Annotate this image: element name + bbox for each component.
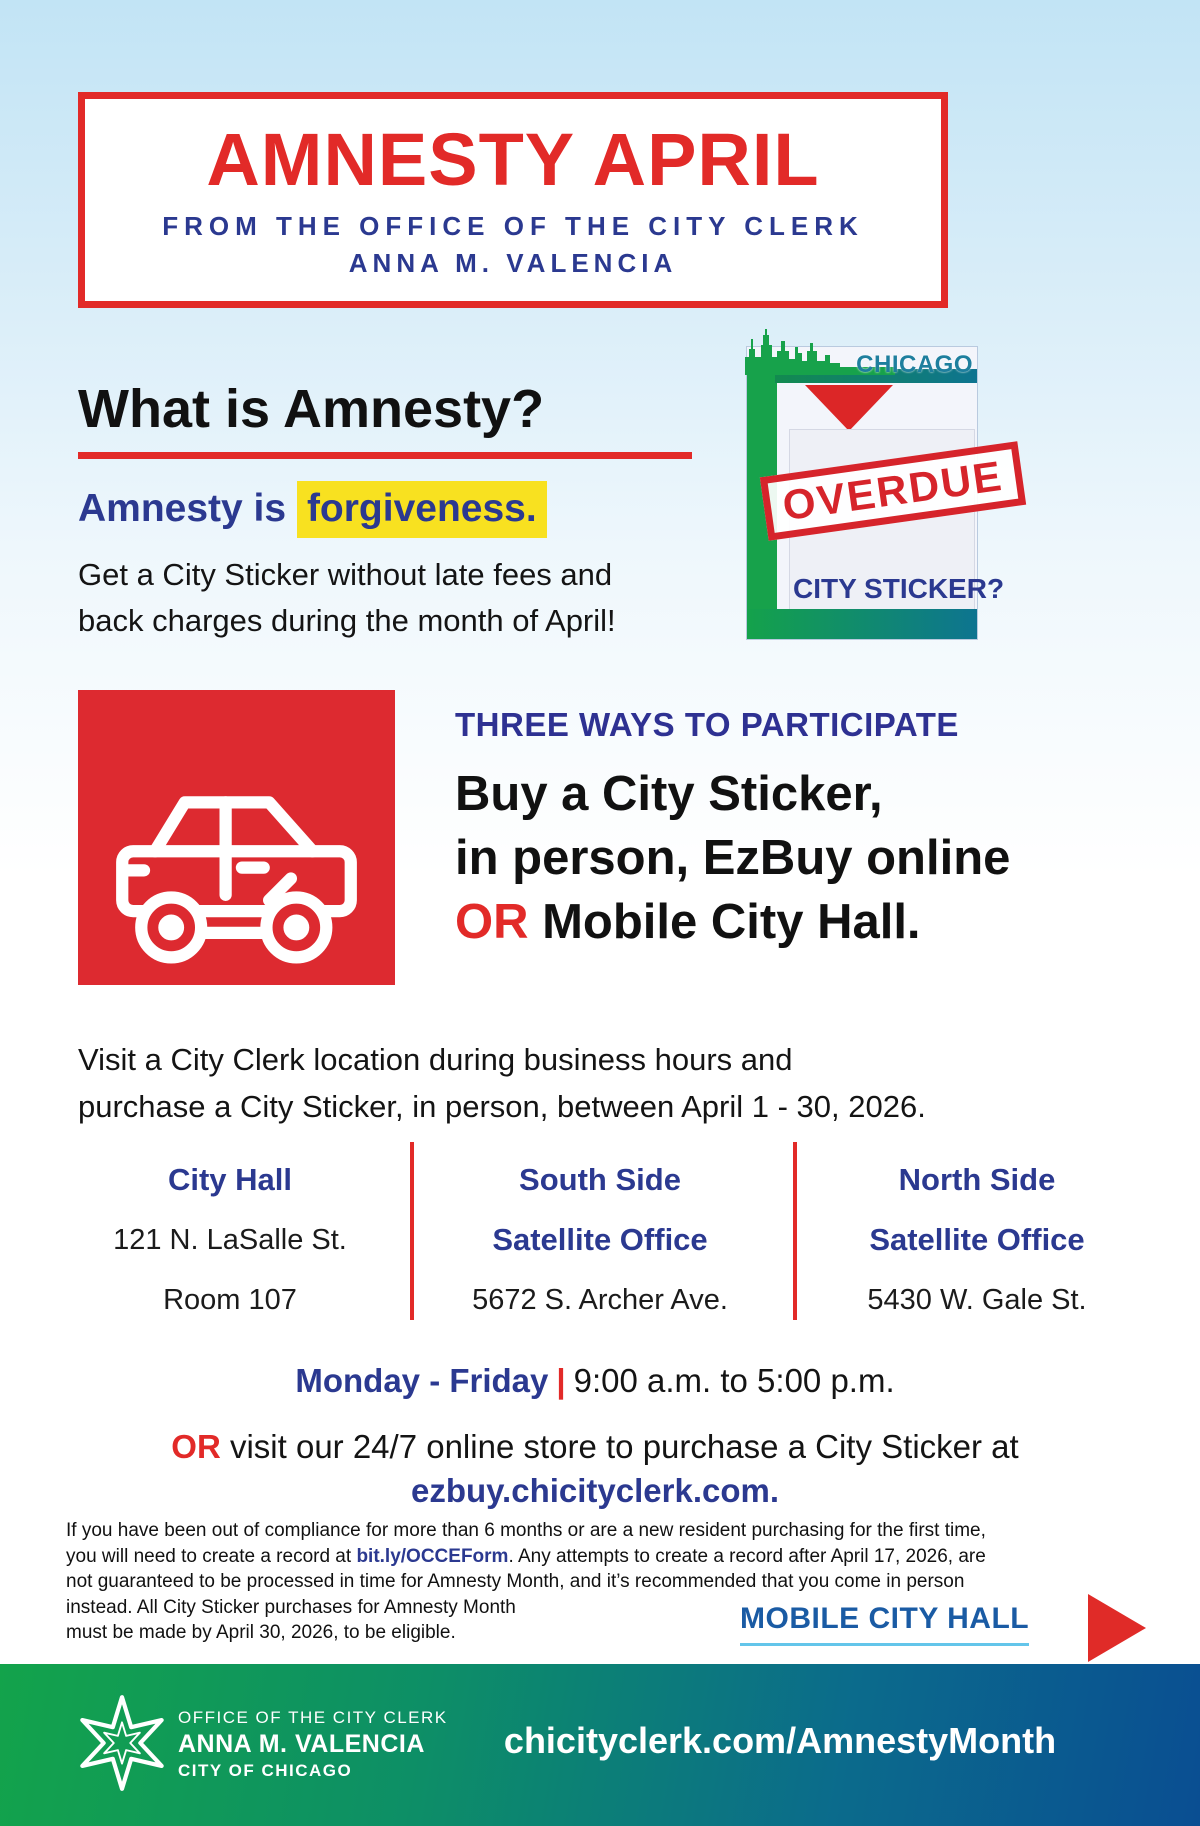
location-title-2: Satellite Office	[492, 1222, 708, 1257]
fine-print-line-2a: you will need to create a record at	[66, 1545, 357, 1567]
footer-banner	[0, 1664, 1200, 1826]
sticker-bottom-band	[747, 609, 977, 639]
chicago-label: CHICAGO	[856, 351, 973, 378]
fine-print-line-5: must be made by April 30, 2026, to be eligible.	[66, 1622, 456, 1643]
amnesty-month-url[interactable]: chicityclerk.com/AmnestyMonth	[503, 1720, 1057, 1761]
three-ways-kicker: THREE WAYS TO PARTICIPATE	[455, 706, 959, 743]
online-store-line	[0, 1428, 1190, 1466]
car-icon	[100, 786, 373, 971]
location-address-2: Room 107	[163, 1284, 297, 1316]
office-line-1: OFFICE OF THE CITY CLERK	[178, 1708, 448, 1727]
amnesty-definition	[78, 478, 547, 540]
definition-plain: Amnesty is	[78, 487, 287, 530]
what-is-amnesty-heading: What is Amnesty?	[78, 379, 545, 439]
municipal-device-star-icon	[72, 1684, 172, 1802]
down-triangle-icon	[805, 385, 893, 431]
location-title: South Side	[519, 1162, 681, 1197]
intro-paragraph	[78, 552, 616, 644]
city-clerk-name: ANNA M. VALENCIA	[348, 248, 678, 278]
location-address: 5430 W. Gale St.	[867, 1284, 1087, 1316]
intro-line-2: back charges during the month of April!	[78, 603, 616, 638]
fine-print-line-3: not guaranteed to be processed in time for Amnesty Month, and it’s recommended that you come in person	[66, 1571, 965, 1592]
column-divider-1	[410, 1142, 414, 1320]
participate-headline	[455, 762, 1010, 954]
or-emphasis: OR	[455, 895, 529, 949]
location-address: 121 N. LaSalle St.	[113, 1224, 347, 1256]
fine-print-line-4: instead. All City Sticker purchases for Amnesty Month	[66, 1596, 516, 1618]
location-north-side	[812, 1150, 1142, 1330]
hours-separator: |	[556, 1362, 566, 1399]
visit-line-1: Visit a City Clerk location during business hours and	[78, 1042, 793, 1077]
mobile-city-hall-label[interactable]: MOBILE CITY HALL	[740, 1602, 1029, 1646]
location-title-2: Satellite Office	[869, 1222, 1085, 1257]
participate-line-3	[455, 890, 1010, 954]
participate-line-3-rest: Mobile City Hall.	[528, 895, 921, 949]
right-arrow-icon	[1088, 1594, 1146, 1662]
participate-line-2: in person, EzBuy online	[455, 831, 1011, 885]
office-line-2: ANNA M. VALENCIA	[178, 1730, 425, 1758]
heading-underline	[78, 452, 692, 459]
car-tile	[78, 690, 395, 985]
flyer-subtitle: FROM THE OFFICE OF THE CITY CLERK	[162, 211, 864, 241]
participate-line-1: Buy a City Sticker,	[455, 767, 883, 821]
location-city-hall	[70, 1150, 390, 1330]
mobile-city-hall[interactable]	[740, 1602, 1029, 1646]
visit-line-2: purchase a City Sticker, in person, between April 1 - 30, 2026.	[78, 1089, 926, 1124]
location-title: North Side	[898, 1162, 1056, 1197]
occe-form-link[interactable]: bit.ly/OCCEForm	[356, 1545, 509, 1567]
fine-print-line-2b: . Any attempts to create a record after April 17, 2026, are	[508, 1545, 986, 1567]
city-sticker-caption: CITY STICKER?	[793, 573, 1005, 604]
flyer-title: AMNESTY APRIL	[206, 118, 820, 201]
header-banner	[78, 92, 948, 308]
location-south-side	[430, 1150, 770, 1330]
business-hours	[0, 1362, 1190, 1400]
definition-highlight: forgiveness.	[297, 481, 547, 538]
location-title: City Hall	[167, 1162, 293, 1197]
location-address: 5672 S. Archer Ave.	[472, 1284, 728, 1316]
online-store-text: visit our 24/7 online store to purchase a City Sticker at	[220, 1428, 1019, 1465]
office-line-3: CITY OF CHICAGO	[178, 1761, 353, 1780]
overdue-sticker-graphic	[746, 346, 1006, 640]
column-divider-2	[793, 1142, 797, 1320]
visit-paragraph	[78, 1036, 926, 1130]
or-emphasis: OR	[171, 1428, 221, 1465]
hours-time: 9:00 a.m. to 5:00 p.m.	[573, 1362, 895, 1399]
overdue-stamp: OVERDUE	[760, 441, 1026, 541]
intro-line-1: Get a City Sticker without late fees and	[78, 557, 613, 592]
ezbuy-url[interactable]: ezbuy.chicityclerk.com.	[410, 1472, 780, 1509]
hours-days: Monday - Friday	[295, 1362, 549, 1399]
fine-print-line-1: If you have been out of compliance for more than 6 months or are a new resident purchasing for the first time,	[66, 1520, 986, 1541]
fine-print-line-2	[66, 1544, 986, 1570]
